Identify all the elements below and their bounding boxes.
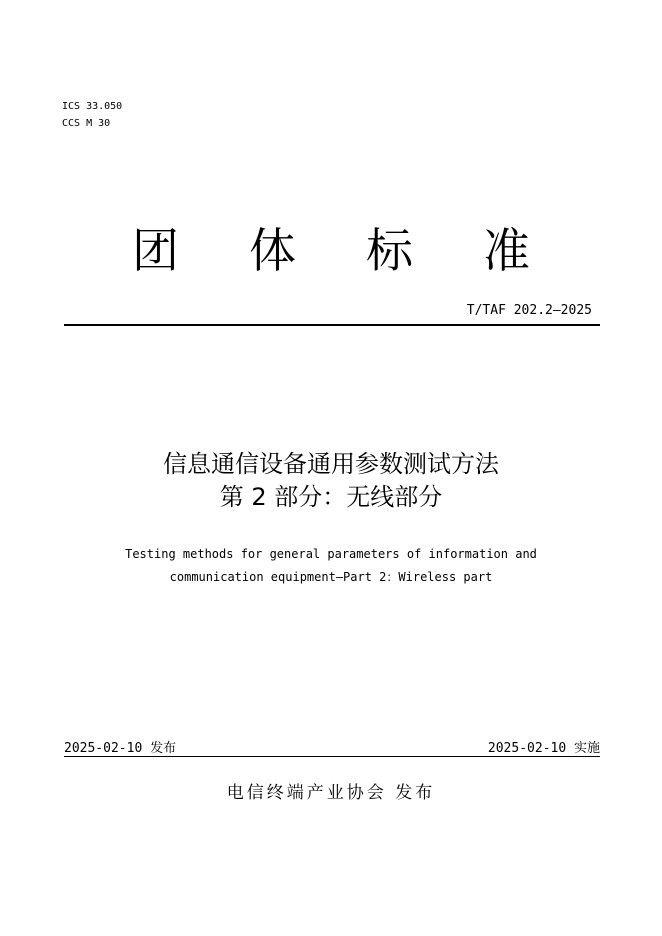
publish-date: 2025-02-10 发布 bbox=[64, 741, 177, 756]
english-title-line-2: communication equipment—Part 2：Wireless part bbox=[169, 570, 493, 584]
standard-type-heading bbox=[0, 222, 662, 282]
ccs-code: CCS M 30 bbox=[62, 118, 111, 129]
bottom-divider bbox=[64, 756, 600, 757]
standard-number: T/TAF 202.2—2025 bbox=[466, 303, 592, 318]
publisher: 电信终端产业协会 发布 bbox=[226, 783, 436, 803]
standard-type-char: 准 bbox=[483, 224, 530, 279]
english-title-line-1: Testing methods for general parameters of information and bbox=[125, 547, 537, 561]
standard-type-char: 标 bbox=[366, 224, 413, 279]
chinese-title-line-2: 第 2 部分：无线部分 bbox=[219, 483, 443, 511]
chinese-title-line-1: 信息通信设备通用参数测试方法 bbox=[163, 450, 499, 478]
classification-codes bbox=[62, 98, 122, 132]
standard-type-char: 团 bbox=[132, 224, 179, 279]
top-divider bbox=[64, 324, 600, 326]
ics-code: ICS 33.050 bbox=[62, 101, 123, 112]
standard-type-char: 体 bbox=[249, 224, 296, 279]
english-title bbox=[0, 543, 662, 589]
chinese-title bbox=[0, 448, 662, 514]
implement-date: 2025-02-10 实施 bbox=[487, 741, 600, 756]
